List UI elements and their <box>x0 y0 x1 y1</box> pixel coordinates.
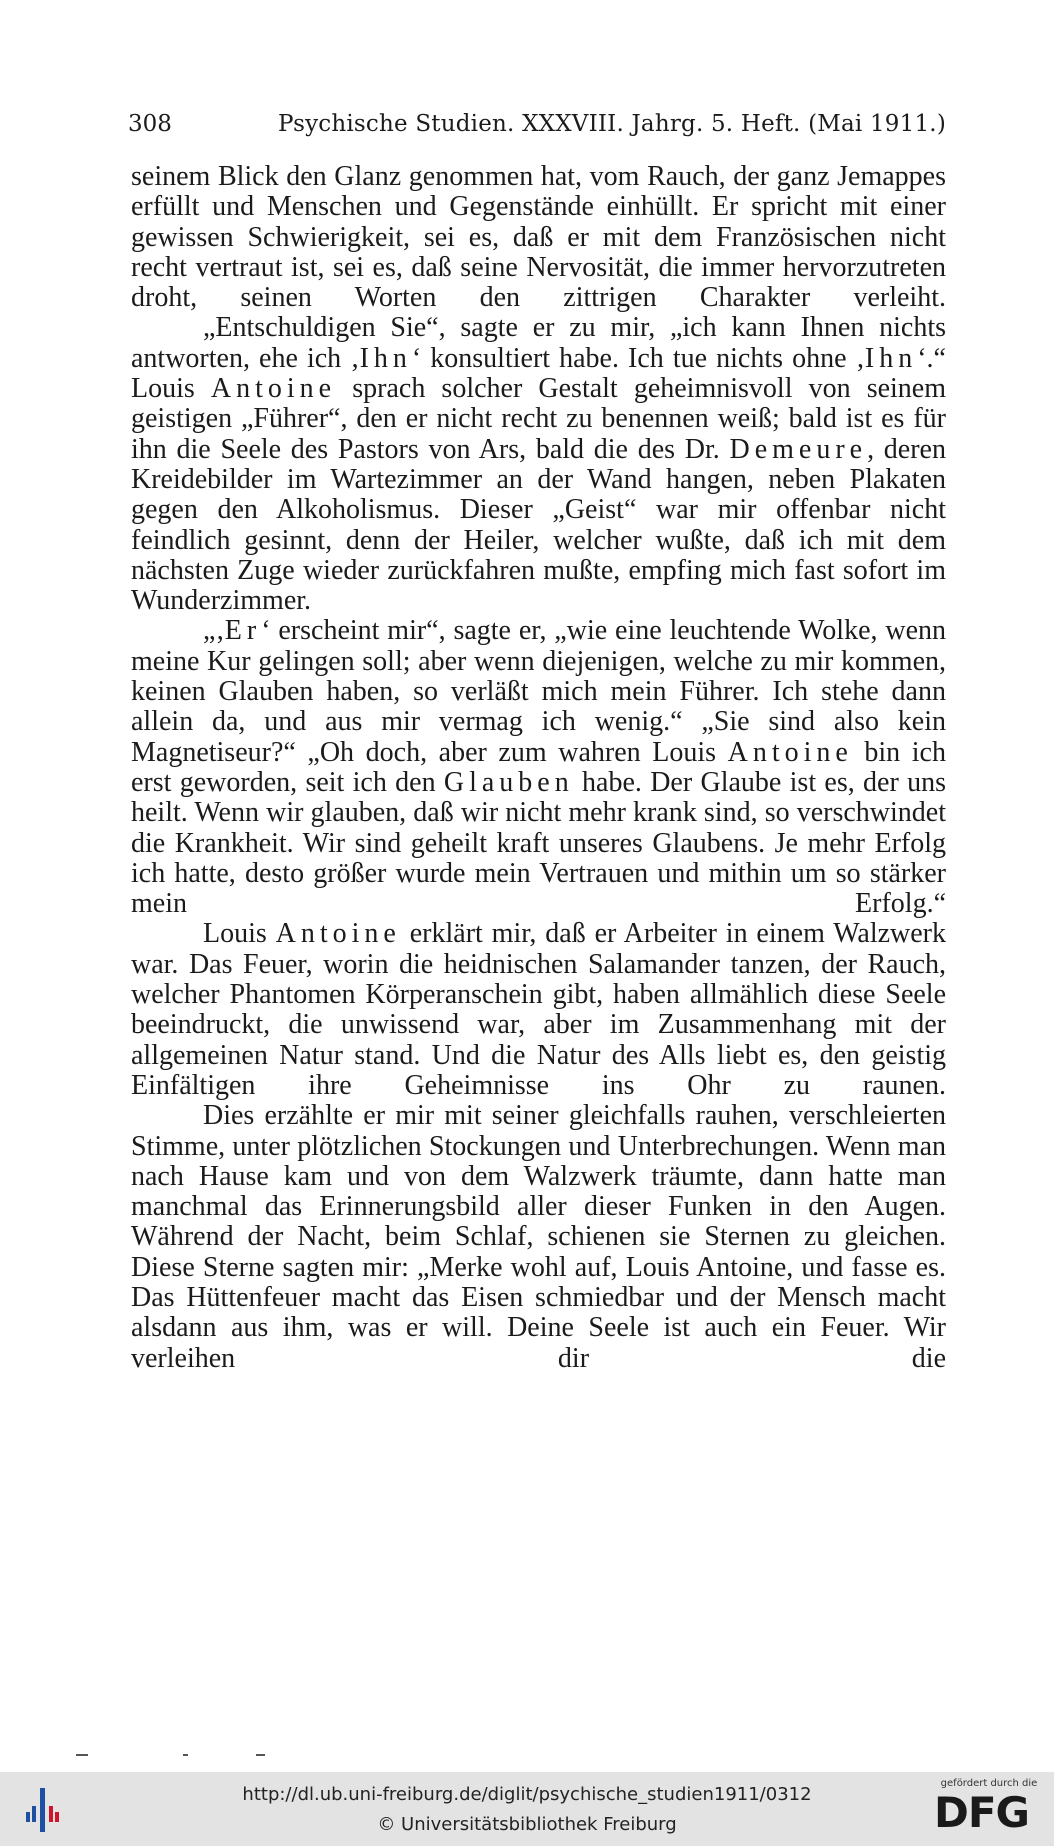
paragraph-2 <box>131 313 946 616</box>
p2-text-e: ‘.“ Louis <box>131 342 946 405</box>
document-url[interactable]: http://dl.ub.uni-freiburg.de/diglit/psychische_studien1911/0312 <box>242 1784 812 1805</box>
p2-text-c: ‘ konsultiert habe. Ich tue nichts ohne ‚ <box>411 342 865 374</box>
dfg-logo <box>930 1778 1048 1844</box>
page-number: 308 <box>128 111 172 137</box>
p2-text-g: sprach solcher Gestalt geheimnisvoll von seinem geistigen „Führer“, den er nicht recht zu benennen weiß; bald ist es für ihn die Seele des Pastors von Ars, bald die des Dr. <box>131 373 947 465</box>
dfg-caption: gefördert durch die <box>940 1778 1038 1789</box>
dfg-wordmark: DFG <box>934 1788 1030 1837</box>
p4-text-a: Louis <box>203 918 276 950</box>
body-text <box>131 162 946 1374</box>
p3-spaced-antoine: Antoine <box>727 736 853 768</box>
p2-spaced-ihn-1: Ihn <box>359 342 412 374</box>
p2-text-i: , deren Kreidebilder im Wartezimmer an der Wand hangen, neben Plakaten gegen den Alkoholismus. Dieser „Geist“ war mir offenbar nicht feindlich gesinnt, denn der Heiler, welcher wußte, daß ich mit dem nächsten Zuge wieder zurückfahren mußte, empfing mich fast sofort im Wunderzimmer. <box>131 433 946 617</box>
scan-artifact <box>256 1754 265 1756</box>
p2-text-a: „Entschuldigen Sie“, sagte er zu mir, „ich kann Ihnen nichts antworten, ehe ich ‚ <box>131 312 946 374</box>
paragraph-3 <box>131 616 946 919</box>
paragraph-4 <box>131 919 946 1101</box>
scan-artifact <box>183 1754 188 1756</box>
p2-spaced-antoine: Antoine <box>210 373 337 405</box>
paragraph-1: seinem Blick den Glanz genommen hat, vom Rauch, der ganz Jemappes erfüllt und Menschen und Gegenstände einhüllt. Er spricht mit einer gewissen Schwierigkeit, sei es, daß er mit dem Französischen nicht recht vertraut ist, sei es, daß seine Nervosität, die immer hervorzutreten droht, seinen Worten den zittrigen Charakter verleiht. <box>131 161 946 314</box>
p4-text-c: erklärt mir, daß er Arbeiter in einem Walzwerk war. Das Feuer, worin die heidnischen Salamander tanzen, der Rauch, welcher Phantomen Körperanschein gibt, haben allmählich diese Seele beeindruckt, die unwissend war, aber im Zusammenhang mit der allgemeinen Natur stand. Und die Natur des Alls liebt es, den geistig Einfältigen ihre Geheimnisse ins Ohr zu raunen. <box>131 918 947 1101</box>
running-title: Psychische Studien. XXXVIII. Jahrg. 5. Heft. (Mai 1911.) <box>278 111 946 137</box>
p3-text-a: „‚ <box>203 615 225 647</box>
p2-spaced-ihn-2: Ihn <box>864 342 918 374</box>
p4-spaced-antoine: Antoine <box>275 918 401 950</box>
p2-spaced-demeure: Demeure <box>729 433 868 465</box>
page-header <box>128 106 946 142</box>
paragraph-5: Dies erzählte er mir mit seiner gleichfalls rauhen, verschleierten Stimme, unter plötzlichen Stockungen und Unterbrechungen. Wenn man nach Hause kam und von dem Walzwerk träumte, dann hatte man manchmal das Erinnerungsbild aller dieser Funken in den Augen. Während der Nacht, beim Schlaf, schienen sie Sternen zu gleichen. Diese Sterne sagten mir: „Merke wohl auf, Louis Antoine, und fasse es. Das Hüttenfeuer macht das Eisen schmiedbar und der Mensch macht alsdann aus ihm, was er will. Deine Seele ist auch ein Feuer. Wir verleihen dir die <box>131 1100 946 1374</box>
viewer-footer <box>0 1772 1054 1846</box>
p3-spaced-er: Er <box>224 615 262 647</box>
p3-text-g: habe. Der Glaube ist es, der uns heilt. Wenn wir glauben, daß wir nicht mehr krank sind, so verschwindet die Krankheit. Wir sind geheilt kraft unseres Glaubens. Je mehr Erfolg ich hatte, desto größer wurde mein Vertrauen und mithin um so stärker mein Erfolg.“ <box>131 766 946 920</box>
p3-spaced-glauben: Glauben <box>443 766 574 798</box>
p3-text-e: bin ich erst geworden, seit ich den <box>131 736 946 798</box>
p3-text-c: ‘ erscheint mir“, sagte er, „wie eine leuchtende Wolke, wenn meine Kur gelingen soll; aber wenn diejenigen, welche zu mir kommen, keinen Glauben haben, so verläßt mich mein Führer. Ich stehe dann allein da, und aus mir vermag ich wenig.“ „Sie sind also kein Magnetiseur?“ „Oh doch, aber zum wahren Louis <box>131 615 946 768</box>
scan-artifact <box>76 1754 88 1756</box>
copyright-notice: © Universitätsbibliothek Freiburg <box>377 1814 677 1835</box>
